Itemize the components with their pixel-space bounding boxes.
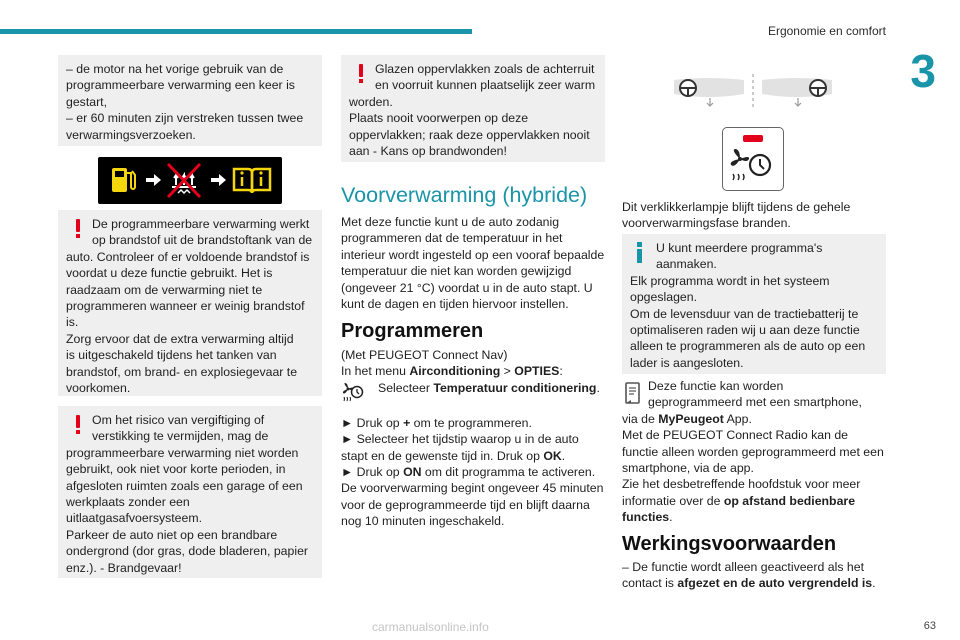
- fan-timer-icon: [341, 381, 365, 403]
- steering-wheel-illustration: [674, 72, 834, 110]
- steering-wheel-left-icon: [680, 80, 696, 96]
- section-title: Ergonomie en comfort: [767, 24, 886, 38]
- arrow-right-icon: [146, 174, 161, 186]
- glass-warning-box: Glazen oppervlakken zoals de achterruit en voorruit kunnen plaatselijk zeer warm worden. Plaats nooit voorwerpen op deze oppervlakken; raak deze oppervlakken nooit aan - Kans op brandwonden!: [341, 55, 605, 162]
- poisoning-warning-box: Om het risico van vergiftiging of verstikking te vermijden, mag de programmeerbare verwarming niet worden gebruikt, ook niet voor korte perioden, in afgesloten ruimten zoals een garage of een werkplaats zonder een uitlaatgasafvoersysteem. Parkeer de auto niet op een brandbare ondergrond (dor gras, dode bladeren, papier enz.). - Brandgevaar!: [58, 406, 322, 578]
- preheating-indicator-lamp: [722, 127, 784, 191]
- warning-icon: [74, 415, 82, 435]
- conditions-box: – de motor na het vorige gebruik van de programmeerbare verwarming een keer is gestart, – er 60 minuten zijn verstreken tussen twee verwarmingsverzoeken.: [58, 55, 322, 146]
- fuel-warning-box: De programmeerbare verwarming werkt op brandstof uit de brandstoftank van de auto. Controleer of er voldoende brandstof is voordat u deze functie gebruikt. Het is raadzaam om de verwarming niet te programmeren wanneer er weinig brandstof is. Zorg ervoor dat de extra verwarming altijd is uitgeschakeld tijdens het tanken van brandstof, om brand- en explosiegevaar te voorkomen.: [58, 210, 322, 396]
- manual-book-icon: [234, 169, 270, 193]
- indicator-description: Dit verklikkerlampje blijft tijdens de gehele voorverwarmingsfase branden.: [622, 200, 851, 231]
- heater-crossed-icon: [168, 164, 200, 197]
- info-box: U kunt meerdere programma's aanmaken. Elk programma wordt in het systeem opgeslagen. Om de levensduur van de tractiebatterij te optimaliseren raden wij u aan deze functie alleen te programmeren als de auto op een lader is aangesloten.: [622, 234, 886, 374]
- fuel-pump-icon: [112, 168, 135, 192]
- conditions-text: – De functie wordt alleen geactiveerd als het contact is afgezet en de auto vergrendeld is.: [622, 560, 876, 591]
- header-accent-bar: [0, 29, 472, 34]
- chapter-number: 3: [910, 45, 936, 97]
- heading-programmeren: Programmeren: [341, 320, 484, 342]
- arrow-right-icon: [211, 174, 226, 186]
- smartphone-note: Deze functie kan worden geprogrammeerd met een smartphone, via de MyPeugeot App. Met de PEUGEOT Connect Radio kan de functie alleen worden geprogrammeerd met een smartphone, via de app. Zie het desbetreffende hoofdstuk voor meer informatie over de op afstand bedienbare functies.: [622, 379, 884, 525]
- info-icon: [636, 242, 643, 263]
- heading-werkingsvoorwaarden: Werkingsvoorwaarden: [622, 533, 837, 555]
- preheating-intro: Met deze functie kunt u de auto zodanig programmeren dat de temperatuur in het interieur wordt ingesteld op een vooraf bepaalde temperatuur die niet kan worden gewijzigd (ongeveer 21 °C) voordat u in de auto stapt. U kunt de dagen en tijden hiervoor instellen.: [341, 215, 605, 312]
- indicator-led: [743, 135, 763, 142]
- page-number: 63: [923, 620, 936, 632]
- watermark: carmanualsonline.info: [372, 620, 489, 634]
- fan-timer-icon: [728, 148, 778, 184]
- steering-wheel-right-icon: [810, 80, 826, 96]
- fuel-warning-pictogram: [98, 157, 282, 204]
- warning-icon: [74, 219, 82, 239]
- smartphone-app-icon: [624, 382, 644, 406]
- heading-preheating: Voorverwarming (hybride): [341, 183, 588, 207]
- warning-icon: [357, 64, 365, 84]
- programming-instructions: (Met PEUGEOT Connect Nav) In het menu Airconditioning > OPTIES: Selecteer Temperatuur conditionering. ► Druk op + om te programmeren. ► Selecteer het tijdstip waarop u in de auto stapt en de gewenste tijd in. Druk op OK. ► Druk op ON om dit programma te activeren. De voorverwarming begint ongeveer 45 minuten voor de geprogrammeerde tijd en blijft daarna nog 10 minuten ingeschakeld.: [341, 348, 604, 529]
